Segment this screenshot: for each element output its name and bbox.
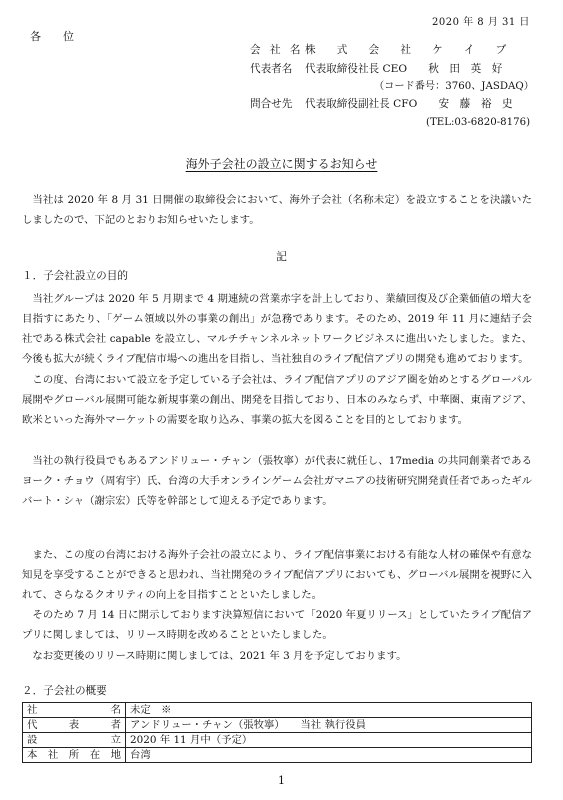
section1-paragraph-1: 当社グループは 2020 年 5 月期まで 4 期連続の営業赤字を計上しており、業績回復及び企業価値の増大を目指すにあたり、「ゲーム領域以外の事業の創出」が急務であります。そのため、2019 年 11 月に連結子会社である株式会社 capable を設立し、マルチチャンネルネットワークビジネスに進出いたしました。また、今後も拡大が続くライブ配信市場への進出を目指し、当社独自のライブ配信アプリの開発も進めております。 <box>22 293 532 365</box>
table-row <box>23 748 532 763</box>
contact-label: 問合せ先 <box>250 98 293 110</box>
representative-name: 代表取締役社長 CEO 秋 田 英 好 <box>305 63 503 75</box>
table-row <box>23 703 532 718</box>
table-key: 社名 <box>23 703 126 718</box>
table-row <box>23 718 532 733</box>
company-row <box>250 44 540 60</box>
section1-paragraph-4: また、この度の台湾における海外子会社の設立により、ライブ配信事業における有能な人材の確保や有意な知見を享受することができると思われ、当社開発のライブ配信アプリにおいても、グローバル展開を視野に入れて、さらなるクオリティの向上を目指すことといたしました。 <box>22 549 532 601</box>
representative-row <box>250 63 540 79</box>
intro-paragraph: 当社は 2020 年 8 月 31 日開催の取締役会において、海外子会社（名称未定）を設立することを決議いたしましたので、下記のとおりお知らせいたします。 <box>22 194 532 226</box>
section2-heading: ２．子会社の概要 <box>22 685 107 697</box>
contact-name: 代表取締役副社長 CFO 安 藤 裕 史 <box>305 98 513 110</box>
section1-heading: １．子会社設立の目的 <box>22 270 128 282</box>
company-name: 株 式 会 社 ケ イ ブ <box>305 44 507 56</box>
table-key: 代表者 <box>23 718 126 733</box>
contact-row <box>250 98 540 114</box>
ki-marker: 記 <box>276 251 287 263</box>
document-title: 海外子会社の設立に関するお知らせ <box>185 157 378 171</box>
section1-paragraph-2: この度、台湾において設立を予定している子会社は、ライブ配信アプリのアジア圏を始めとするグローバル展開やグローバル展開可能な新規事業の創出、開発を目指しており、日本のみならず、中華圏、東南アジア、欧米といった海外マーケットの需要を取り込み、事業の拡大を図ることを目的としております。 <box>22 374 532 426</box>
contact-tel: (TEL:03-6820-8176) <box>426 117 531 128</box>
table-value: アンドリュー・チャン（張牧寧） 当社 執行役員 <box>126 718 532 733</box>
table-value: 台湾 <box>126 748 532 763</box>
section1-paragraph-3: 当社の執行役員でもあるアンドリュー・チャン（張牧寧）が代表に就任し、17media の共同創業者であるヨーク・チョウ（周宥宇）氏、台湾の大手オンラインゲーム会社ガマニアの技術研究開発責任者であったギルバート・シャ（謝宗宏）氏等を幹部として迎える予定であります。 <box>22 455 532 507</box>
addressee: 各 位 <box>30 30 74 43</box>
section1-paragraph-6: なお変更後のリリース時期に関しましては、2021 年 3 月を予定しております。 <box>32 650 407 662</box>
company-label: 会 社 名 <box>250 44 304 56</box>
table-value: 未定 ※ <box>126 703 532 718</box>
subsidiary-overview-table <box>22 702 532 763</box>
table-key: 設立 <box>23 733 126 748</box>
table-row <box>23 733 532 748</box>
document-date: 2020 年 8 月 31 日 <box>432 17 530 28</box>
stock-code: （コード番号：3760、JASDAQ） <box>374 81 534 92</box>
table-key: 本社所在地 <box>23 748 126 763</box>
section1-paragraph-5: そのため 7 月 14 日に開示しております決算短信において「2020 年夏リリース」としていたライブ配信アプリに関しましては、リリース時期を改めることといたしました。 <box>22 609 532 641</box>
representative-label: 代表者名 <box>250 63 293 75</box>
table-value: 2020 年 11 月中（予定） <box>126 733 532 748</box>
page-number: 1 <box>278 774 285 787</box>
